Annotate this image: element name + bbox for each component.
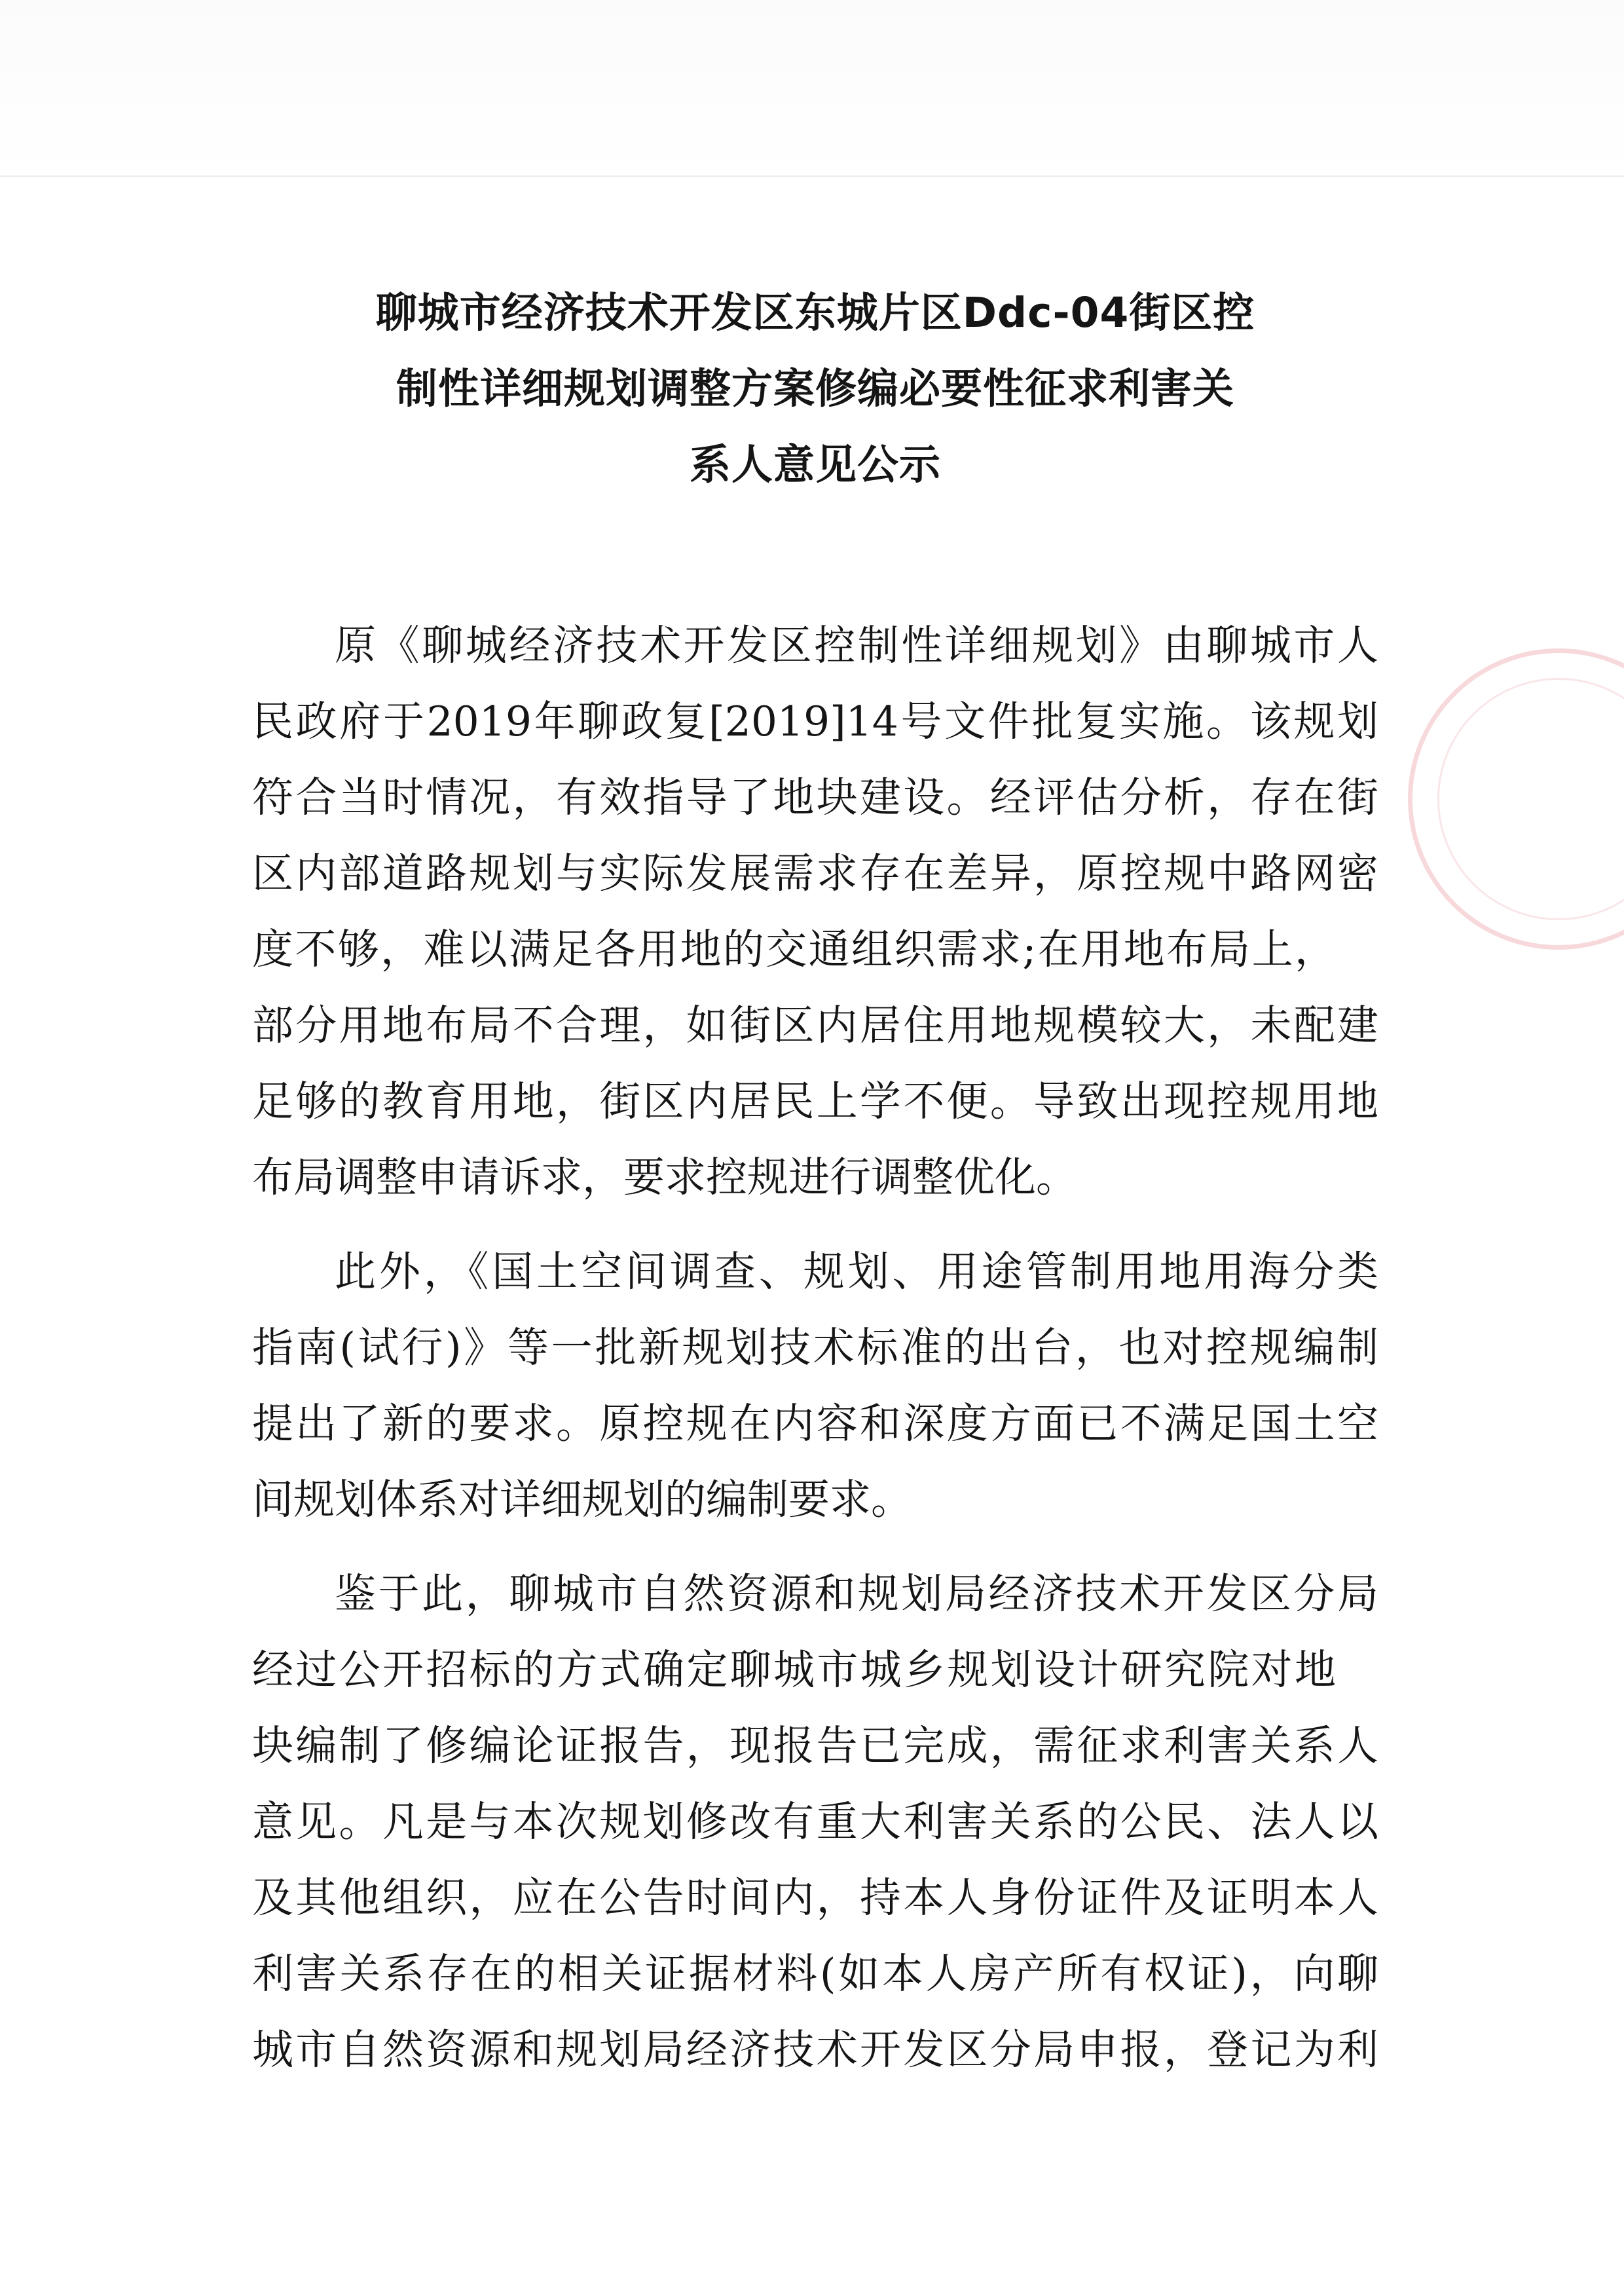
- paragraph-background: [252, 608, 1378, 1216]
- title-line: 聊城市经济技术开发区东城片区Ddc-04街区控: [375, 289, 1255, 337]
- scan-top-edge: [0, 0, 1624, 177]
- paragraph-gap: [252, 1216, 1378, 1234]
- body-line: 原《聊城经济技术开发区控制性详细规划》由聊城市人: [335, 622, 1378, 669]
- scan-top-line: [0, 176, 1624, 177]
- title-line: 制性详细规划调整方案修编必要性征求利害关: [396, 365, 1234, 413]
- body-line: 块编制了修编论证报告，现报告已完成，需征求利害关系人: [252, 1722, 1378, 1770]
- paragraph-gap: [252, 1538, 1378, 1556]
- title-line: 系人意见公示: [690, 441, 941, 489]
- body-line: 城市自然资源和规划局经济技术开发区分局申报，登记为利: [252, 2026, 1378, 2074]
- paragraph-standards: [252, 1234, 1378, 1538]
- paragraph-solicitation: [252, 1556, 1378, 2088]
- body-line: 此外，《国土空间调查、规划、用途管制用地用海分类: [335, 1248, 1378, 1296]
- body-line: 经过公开招标的方式确定聊城市城乡规划设计研究院对地: [252, 1646, 1336, 1694]
- body-line: 民政府于2019年聊政复[2019]14号文件批复实施。该规划: [252, 698, 1378, 745]
- body-line: 区内部道路规划与实际发展需求存在差异，原控规中路网密: [252, 849, 1378, 897]
- body-line: 间规划体系对详细规划的编制要求。: [252, 1476, 912, 1523]
- body-line: 提出了新的要求。原控规在内容和深度方面已不满足国土空: [252, 1400, 1378, 1447]
- body-line: 部分用地布局不合理，如街区内居住用地规模较大，未配建: [252, 1001, 1378, 1049]
- body-line: 利害关系存在的相关证据材料(如本人房产所有权证)，向聊: [252, 1950, 1378, 1998]
- body-line: 意见。凡是与本次规划修改有重大利害关系的公民、法人以: [252, 1798, 1378, 1846]
- body-line: 鉴于此，聊城市自然资源和规划局经济技术开发区分局: [335, 1570, 1378, 1618]
- document-title: [236, 275, 1395, 503]
- body-line: 及其他组织，应在公告时间内，持本人身份证件及证明本人: [252, 1874, 1378, 1922]
- body-line: 布局调整申请诉求，要求控规进行调整优化。: [252, 1153, 1077, 1201]
- document-body: [252, 608, 1378, 2088]
- body-line: 足够的教育用地，街区内居民上学不便。导致出现控规用地: [252, 1077, 1378, 1125]
- body-line: 符合当时情况，有效指导了地块建设。经评估分析，存在街: [252, 774, 1378, 821]
- body-line: 指南(试行)》等一批新规划技术标准的出台，也对控规编制: [252, 1324, 1378, 1371]
- body-line: 度不够，难以满足各用地的交通组织需求;在用地布局上，: [252, 925, 1336, 973]
